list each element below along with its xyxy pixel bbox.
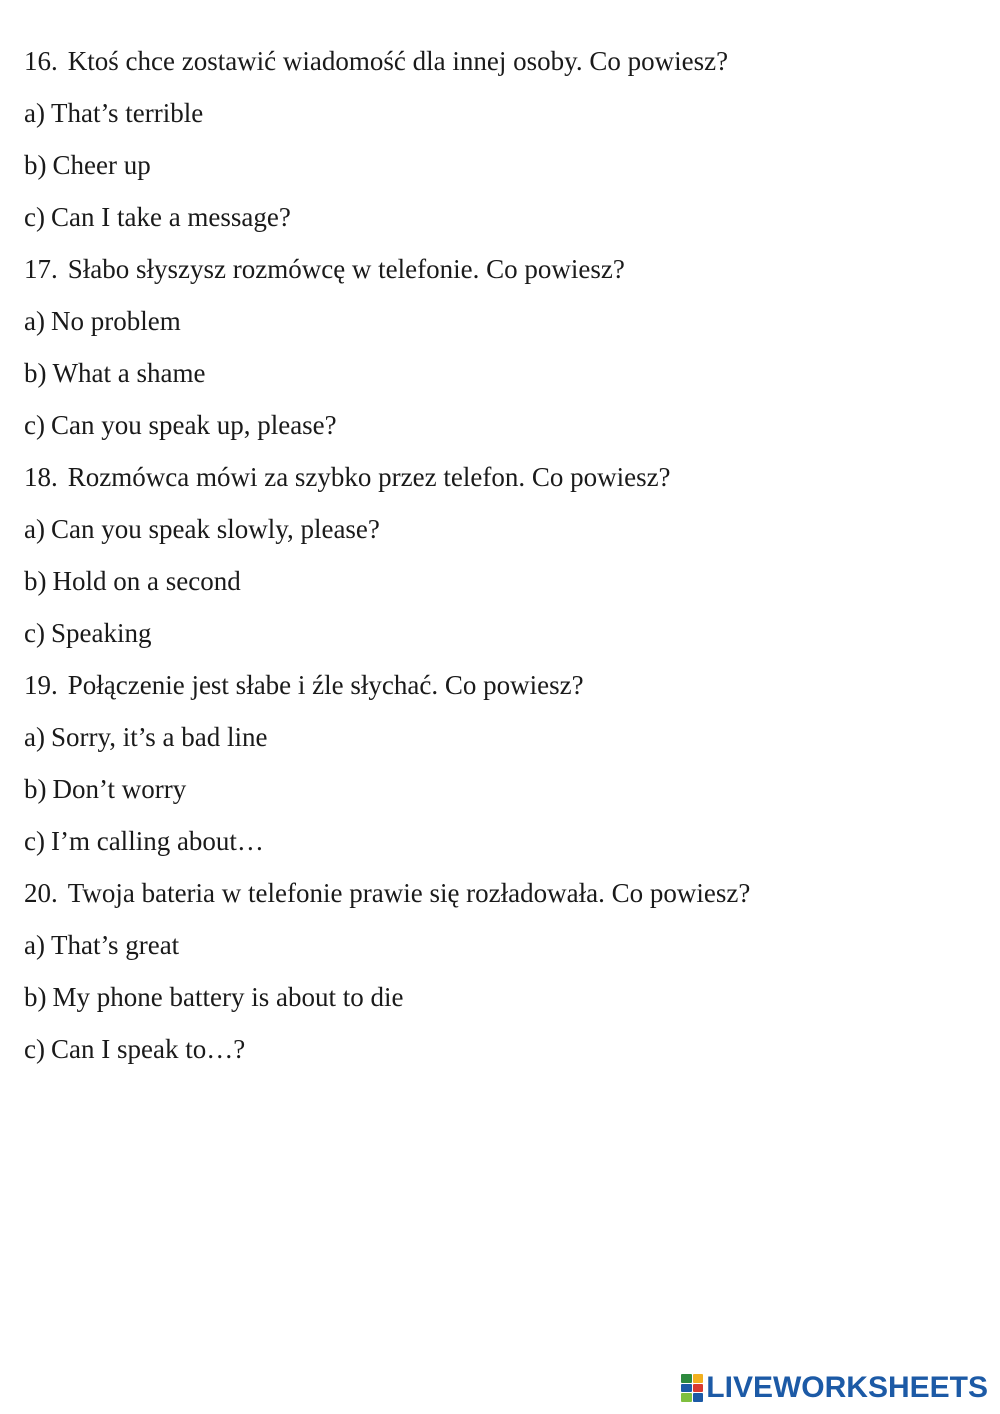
question-prompt: [24, 46, 974, 76]
option-text: Cheer up: [52, 150, 151, 180]
question-20: [24, 878, 974, 1064]
option-text: Can you speak slowly, please?: [50, 514, 380, 544]
option-letter: a): [24, 306, 45, 336]
option-letter: a): [24, 722, 45, 752]
option-text: What a shame: [52, 358, 206, 388]
answer-option-b[interactable]: [24, 566, 974, 596]
option-text: Hold on a second: [52, 566, 241, 596]
answer-option-a[interactable]: [24, 722, 974, 752]
option-text: Sorry, it’s a bad line: [50, 722, 268, 752]
option-letter: c): [24, 202, 45, 232]
liveworksheets-logo[interactable]: [681, 1372, 988, 1404]
answer-option-c[interactable]: [24, 618, 974, 648]
question-prompt: [24, 462, 974, 492]
answer-option-b[interactable]: [24, 358, 974, 388]
answer-option-a[interactable]: [24, 514, 974, 544]
answer-option-c[interactable]: [24, 826, 974, 856]
question-number: 17.: [24, 254, 58, 284]
logo-tile: [681, 1384, 692, 1393]
answer-option-b[interactable]: [24, 982, 974, 1012]
option-text: That’s great: [50, 930, 180, 960]
option-letter: c): [24, 826, 45, 856]
logo-tile: [693, 1374, 704, 1383]
logo-tile: [681, 1374, 692, 1383]
option-text: That’s terrible: [50, 98, 204, 128]
question-text: Słabo słyszysz rozmówcę w telefonie. Co powiesz?: [67, 254, 625, 284]
logo-tile: [693, 1384, 704, 1393]
liveworksheets-logo-icon: [681, 1374, 703, 1402]
worksheet: [24, 46, 974, 1086]
question-16: [24, 46, 974, 232]
answer-option-a[interactable]: [24, 98, 974, 128]
question-text: Ktoś chce zostawić wiadomość dla innej osoby. Co powiesz?: [67, 46, 729, 76]
question-number: 20.: [24, 878, 58, 908]
answer-option-a[interactable]: [24, 306, 974, 336]
option-letter: b): [24, 358, 47, 388]
option-text: Can I speak to…?: [50, 1034, 246, 1064]
option-letter: a): [24, 514, 45, 544]
question-18: [24, 462, 974, 648]
question-17: [24, 254, 974, 440]
answer-option-b[interactable]: [24, 774, 974, 804]
question-number: 19.: [24, 670, 58, 700]
question-prompt: [24, 878, 974, 908]
option-letter: b): [24, 150, 47, 180]
answer-option-c[interactable]: [24, 1034, 974, 1064]
option-letter: c): [24, 1034, 45, 1064]
option-text: I’m calling about…: [50, 826, 264, 856]
option-text: Speaking: [50, 618, 152, 648]
question-text: Twoja bateria w telefonie prawie się rozładowała. Co powiesz?: [67, 878, 751, 908]
option-text: Can I take a message?: [50, 202, 291, 232]
option-letter: b): [24, 982, 47, 1012]
option-letter: a): [24, 930, 45, 960]
question-prompt: [24, 254, 974, 284]
logo-text: LIVEWORKSHEETS: [706, 1371, 988, 1404]
logo-tile: [693, 1393, 704, 1402]
answer-option-c[interactable]: [24, 202, 974, 232]
option-letter: b): [24, 566, 47, 596]
answer-option-c[interactable]: [24, 410, 974, 440]
option-text: No problem: [50, 306, 181, 336]
option-text: Don’t worry: [52, 774, 187, 804]
option-letter: a): [24, 98, 45, 128]
question-number: 16.: [24, 46, 58, 76]
question-text: Rozmówca mówi za szybko przez telefon. Co powiesz?: [67, 462, 671, 492]
option-text: My phone battery is about to die: [52, 982, 404, 1012]
option-letter: b): [24, 774, 47, 804]
question-19: [24, 670, 974, 856]
option-letter: c): [24, 618, 45, 648]
answer-option-a[interactable]: [24, 930, 974, 960]
answer-option-b[interactable]: [24, 150, 974, 180]
option-letter: c): [24, 410, 45, 440]
option-text: Can you speak up, please?: [50, 410, 337, 440]
logo-tile: [681, 1393, 692, 1402]
question-prompt: [24, 670, 974, 700]
question-number: 18.: [24, 462, 58, 492]
question-text: Połączenie jest słabe i źle słychać. Co powiesz?: [67, 670, 584, 700]
